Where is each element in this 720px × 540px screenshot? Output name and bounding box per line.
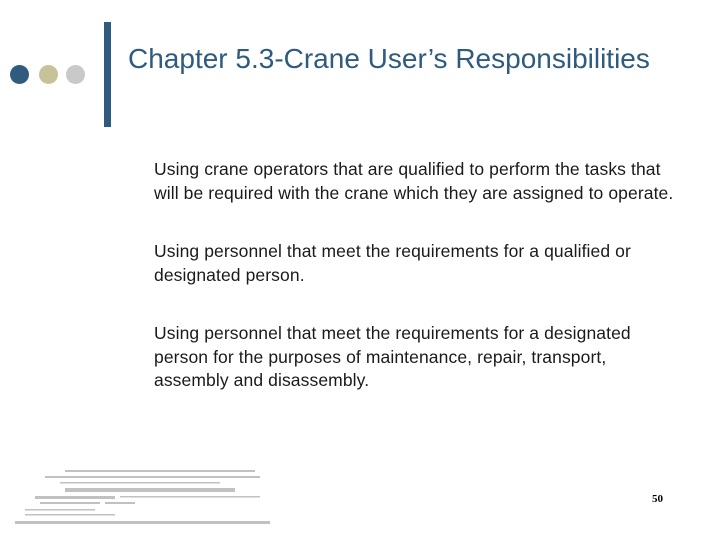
decorative-dots [10,65,100,85]
bullet-item: Using personnel that meet the requirements for a qualified or designated person. [154,241,631,285]
blue-dot-icon [10,65,29,84]
bullet-item: Using crane operators that are qualified to perform the tasks that will be required with the crane which they are assigned to operate. [154,159,674,203]
title-accent-bar [104,22,111,127]
bullet-item: Using personnel that meet the requirements for a designated person for the purposes of maintenance, repair, transport, assembly and disassembly. [154,323,631,390]
gray-dot-icon [66,65,85,84]
bullet-list [154,158,674,428]
slide-title: Chapter 5.3-Crane User’s Responsibilities [128,43,650,74]
page-number: 50 [652,493,663,505]
faded-document-watermark-icon [15,466,270,528]
tan-dot-icon [39,65,58,84]
